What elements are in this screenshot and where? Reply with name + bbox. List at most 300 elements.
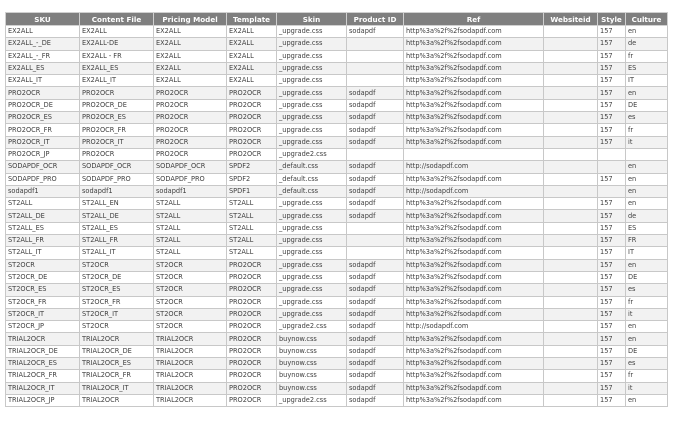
content-file-cell: EX2ALL — [80, 26, 154, 38]
pricing-model-cell: TRIAL2OCR — [154, 382, 227, 394]
culture-cell: en — [626, 26, 668, 38]
template-cell: PRO2OCR — [227, 333, 277, 345]
table-row[interactable] — [6, 75, 668, 87]
table-row[interactable] — [6, 161, 668, 173]
culture-cell: ES — [626, 62, 668, 74]
style-cell: 157 — [598, 308, 626, 320]
column-header-websiteid[interactable]: Websiteid — [544, 13, 598, 26]
sku-cell: ST2OCR_DE — [6, 271, 80, 283]
style-cell: 157 — [598, 247, 626, 259]
culture-cell: es — [626, 284, 668, 296]
skin-cell: _default.css — [277, 161, 347, 173]
product-id-cell: sodapdf — [347, 284, 404, 296]
style-cell: 157 — [598, 382, 626, 394]
skin-cell: _default.css — [277, 185, 347, 197]
style-cell: 157 — [598, 210, 626, 222]
product-id-cell: sodapdf — [347, 321, 404, 333]
websiteid-cell — [544, 333, 598, 345]
skin-cell: _upgrade2.css — [277, 148, 347, 160]
websiteid-cell — [544, 358, 598, 370]
sku-table-container — [5, 12, 667, 407]
content-file-cell: ST2ALL_IT — [80, 247, 154, 259]
content-file-cell: ST2OCR — [80, 321, 154, 333]
style-cell: 157 — [598, 259, 626, 271]
template-cell: EX2ALL — [227, 62, 277, 74]
style-cell: 157 — [598, 112, 626, 124]
style-cell: 157 — [598, 198, 626, 210]
product-id-cell — [347, 247, 404, 259]
column-header-sku[interactable]: SKU — [6, 13, 80, 26]
content-file-cell: EX2ALL_IT — [80, 75, 154, 87]
template-cell: SPDF1 — [227, 185, 277, 197]
culture-cell: fr — [626, 370, 668, 382]
column-header-template[interactable]: Template — [227, 13, 277, 26]
pricing-model-cell: PRO2OCR — [154, 87, 227, 99]
sku-cell: SODAPDF_PRO — [6, 173, 80, 185]
table-row[interactable] — [6, 321, 668, 333]
template-cell: ST2ALL — [227, 235, 277, 247]
table-row[interactable] — [6, 259, 668, 271]
pricing-model-cell: TRIAL2OCR — [154, 370, 227, 382]
product-id-cell: sodapdf — [347, 210, 404, 222]
culture-cell: en — [626, 198, 668, 210]
table-row[interactable] — [6, 26, 668, 38]
table-row[interactable] — [6, 124, 668, 136]
ref-cell: http%3a%2f%2fsodapdf.com — [404, 50, 544, 62]
sku-cell: EX2ALL — [6, 26, 80, 38]
template-cell: PRO2OCR — [227, 148, 277, 160]
ref-cell: http%3a%2f%2fsodapdf.com — [404, 62, 544, 74]
culture-cell: es — [626, 112, 668, 124]
product-id-cell: sodapdf — [347, 124, 404, 136]
sku-cell: ST2OCR_IT — [6, 308, 80, 320]
style-cell: 157 — [598, 333, 626, 345]
product-id-cell — [347, 148, 404, 160]
ref-cell: http://sodapdf.com — [404, 185, 544, 197]
pricing-model-cell: TRIAL2OCR — [154, 358, 227, 370]
pricing-model-cell: sodapdf1 — [154, 185, 227, 197]
pricing-model-cell: SODAPDF_OCR — [154, 161, 227, 173]
table-row[interactable] — [6, 222, 668, 234]
websiteid-cell — [544, 26, 598, 38]
pricing-model-cell: EX2ALL — [154, 62, 227, 74]
ref-cell: http%3a%2f%2fsodapdf.com — [404, 259, 544, 271]
skin-cell: buynow.css — [277, 382, 347, 394]
sku-cell: TRIAL2OCR_JP — [6, 394, 80, 406]
sku-cell: ST2OCR — [6, 259, 80, 271]
sku-cell: ST2ALL_ES — [6, 222, 80, 234]
style-cell: 157 — [598, 284, 626, 296]
template-cell: EX2ALL — [227, 50, 277, 62]
product-id-cell: sodapdf — [347, 112, 404, 124]
product-id-cell: sodapdf — [347, 370, 404, 382]
ref-cell: http%3a%2f%2fsodapdf.com — [404, 370, 544, 382]
sku-cell: TRIAL2OCR_IT — [6, 382, 80, 394]
websiteid-cell — [544, 75, 598, 87]
websiteid-cell — [544, 87, 598, 99]
pricing-model-cell: PRO2OCR — [154, 124, 227, 136]
product-id-cell: sodapdf — [347, 308, 404, 320]
websiteid-cell — [544, 148, 598, 160]
column-header-pricing-model[interactable]: Pricing Model — [154, 13, 227, 26]
table-row[interactable] — [6, 333, 668, 345]
culture-cell: de — [626, 210, 668, 222]
websiteid-cell — [544, 185, 598, 197]
skin-cell: _upgrade2.css — [277, 321, 347, 333]
product-id-cell: sodapdf — [347, 345, 404, 357]
websiteid-cell — [544, 161, 598, 173]
template-cell: EX2ALL — [227, 75, 277, 87]
websiteid-cell — [544, 321, 598, 333]
table-row[interactable] — [6, 99, 668, 111]
table-row[interactable] — [6, 185, 668, 197]
pricing-model-cell: PRO2OCR — [154, 148, 227, 160]
style-cell: 157 — [598, 394, 626, 406]
sku-cell: TRIAL2OCR — [6, 333, 80, 345]
content-file-cell: PRO2OCR_ES — [80, 112, 154, 124]
template-cell: PRO2OCR — [227, 394, 277, 406]
table-row[interactable] — [6, 284, 668, 296]
style-cell: 157 — [598, 271, 626, 283]
content-file-cell: EX2ALL_ES — [80, 62, 154, 74]
culture-cell: fr — [626, 50, 668, 62]
culture-cell: en — [626, 161, 668, 173]
skin-cell: _upgrade.css — [277, 62, 347, 74]
ref-cell: http%3a%2f%2fsodapdf.com — [404, 235, 544, 247]
culture-cell: it — [626, 308, 668, 320]
culture-cell: DE — [626, 271, 668, 283]
content-file-cell: TRIAL2OCR_FR — [80, 370, 154, 382]
websiteid-cell — [544, 222, 598, 234]
websiteid-cell — [544, 62, 598, 74]
product-id-cell: sodapdf — [347, 394, 404, 406]
sku-cell: PRO2OCR_FR — [6, 124, 80, 136]
table-row[interactable] — [6, 235, 668, 247]
culture-cell: it — [626, 136, 668, 148]
pricing-model-cell: ST2OCR — [154, 284, 227, 296]
product-id-cell — [347, 235, 404, 247]
style-cell: 157 — [598, 124, 626, 136]
table-row[interactable] — [6, 148, 668, 160]
table-row[interactable] — [6, 136, 668, 148]
pricing-model-cell: TRIAL2OCR — [154, 345, 227, 357]
ref-cell: http%3a%2f%2fsodapdf.com — [404, 358, 544, 370]
sku-cell: PRO2OCR_DE — [6, 99, 80, 111]
culture-cell: en — [626, 259, 668, 271]
table-row[interactable] — [6, 296, 668, 308]
sku-cell: ST2ALL_FR — [6, 235, 80, 247]
websiteid-cell — [544, 296, 598, 308]
product-id-cell: sodapdf — [347, 99, 404, 111]
pricing-model-cell: EX2ALL — [154, 26, 227, 38]
product-id-cell — [347, 62, 404, 74]
culture-cell: en — [626, 173, 668, 185]
pricing-model-cell: ST2OCR — [154, 296, 227, 308]
table-row[interactable] — [6, 308, 668, 320]
style-cell: 157 — [598, 370, 626, 382]
content-file-cell: TRIAL2OCR_ES — [80, 358, 154, 370]
ref-cell: http%3a%2f%2fsodapdf.com — [404, 136, 544, 148]
skin-cell: _upgrade.css — [277, 271, 347, 283]
table-row[interactable] — [6, 210, 668, 222]
skin-cell: _upgrade.css — [277, 38, 347, 50]
content-file-cell: PRO2OCR_IT — [80, 136, 154, 148]
product-id-cell: sodapdf — [347, 333, 404, 345]
culture-cell: en — [626, 333, 668, 345]
websiteid-cell — [544, 112, 598, 124]
sku-cell: SODAPDF_OCR — [6, 161, 80, 173]
table-header-row — [6, 13, 668, 26]
style-cell: 157 — [598, 50, 626, 62]
sku-cell: ST2OCR_JP — [6, 321, 80, 333]
table-row[interactable] — [6, 62, 668, 74]
skin-cell: _upgrade.css — [277, 198, 347, 210]
websiteid-cell — [544, 210, 598, 222]
sku-cell: PRO2OCR — [6, 87, 80, 99]
table-row[interactable] — [6, 247, 668, 259]
content-file-cell: TRIAL2OCR_IT — [80, 382, 154, 394]
websiteid-cell — [544, 198, 598, 210]
content-file-cell: ST2ALL_FR — [80, 235, 154, 247]
product-id-cell: sodapdf — [347, 173, 404, 185]
ref-cell: http%3a%2f%2fsodapdf.com — [404, 345, 544, 357]
style-cell: 157 — [598, 173, 626, 185]
sku-cell: TRIAL2OCR_FR — [6, 370, 80, 382]
websiteid-cell — [544, 124, 598, 136]
ref-cell: http%3a%2f%2fsodapdf.com — [404, 333, 544, 345]
pricing-model-cell: EX2ALL — [154, 50, 227, 62]
style-cell: 157 — [598, 321, 626, 333]
sku-cell: TRIAL2OCR_DE — [6, 345, 80, 357]
culture-cell: DE — [626, 99, 668, 111]
skin-cell: buynow.css — [277, 358, 347, 370]
sku-cell: PRO2OCR_ES — [6, 112, 80, 124]
websiteid-cell — [544, 173, 598, 185]
content-file-cell: ST2OCR — [80, 259, 154, 271]
content-file-cell: TRIAL2OCR_DE — [80, 345, 154, 357]
pricing-model-cell: TRIAL2OCR — [154, 333, 227, 345]
sku-cell: EX2ALL_IT — [6, 75, 80, 87]
sku-cell: EX2ALL_ES — [6, 62, 80, 74]
ref-cell: http%3a%2f%2fsodapdf.com — [404, 271, 544, 283]
content-file-cell: TRIAL2OCR — [80, 394, 154, 406]
sku-cell: ST2ALL_IT — [6, 247, 80, 259]
pricing-model-cell: ST2ALL — [154, 235, 227, 247]
pricing-model-cell: ST2ALL — [154, 210, 227, 222]
style-cell: 157 — [598, 345, 626, 357]
skin-cell: _upgrade.css — [277, 75, 347, 87]
column-header-culture[interactable]: Culture — [626, 13, 668, 26]
sku-cell: ST2ALL_DE — [6, 210, 80, 222]
pricing-model-cell: PRO2OCR — [154, 136, 227, 148]
table-row[interactable] — [6, 198, 668, 210]
style-cell: 157 — [598, 222, 626, 234]
table-row[interactable] — [6, 173, 668, 185]
skin-cell: _upgrade.css — [277, 247, 347, 259]
ref-cell: http%3a%2f%2fsodapdf.com — [404, 308, 544, 320]
ref-cell: http%3a%2f%2fsodapdf.com — [404, 124, 544, 136]
content-file-cell: ST2ALL_DE — [80, 210, 154, 222]
websiteid-cell — [544, 345, 598, 357]
table-row[interactable] — [6, 38, 668, 50]
ref-cell: http://sodapdf.com — [404, 161, 544, 173]
sku-cell: TRIAL2OCR_ES — [6, 358, 80, 370]
style-cell: 157 — [598, 38, 626, 50]
sku-cell: ST2OCR_FR — [6, 296, 80, 308]
skin-cell: _upgrade.css — [277, 99, 347, 111]
pricing-model-cell: ST2OCR — [154, 271, 227, 283]
table-row[interactable] — [6, 271, 668, 283]
content-file-cell: ST2OCR_DE — [80, 271, 154, 283]
ref-cell: http%3a%2f%2fsodapdf.com — [404, 296, 544, 308]
websiteid-cell — [544, 271, 598, 283]
product-id-cell: sodapdf — [347, 136, 404, 148]
skin-cell: _upgrade.css — [277, 235, 347, 247]
template-cell: ST2ALL — [227, 222, 277, 234]
content-file-cell: sodapdf1 — [80, 185, 154, 197]
websiteid-cell — [544, 247, 598, 259]
column-header-content-file[interactable]: Content File — [80, 13, 154, 26]
pricing-model-cell: ST2ALL — [154, 198, 227, 210]
culture-cell: DE — [626, 345, 668, 357]
template-cell: PRO2OCR — [227, 345, 277, 357]
column-header-product-id[interactable]: Product ID — [347, 13, 404, 26]
style-cell: 157 — [598, 62, 626, 74]
style-cell — [598, 161, 626, 173]
websiteid-cell — [544, 235, 598, 247]
ref-cell: http%3a%2f%2fsodapdf.com — [404, 247, 544, 259]
content-file-cell: SODAPDF_PRO — [80, 173, 154, 185]
template-cell: ST2ALL — [227, 210, 277, 222]
product-id-cell — [347, 38, 404, 50]
pricing-model-cell: ST2OCR — [154, 321, 227, 333]
culture-cell: en — [626, 394, 668, 406]
style-cell — [598, 148, 626, 160]
template-cell: PRO2OCR — [227, 87, 277, 99]
sku-cell: ST2ALL — [6, 198, 80, 210]
template-cell: PRO2OCR — [227, 99, 277, 111]
template-cell: PRO2OCR — [227, 370, 277, 382]
table-row[interactable] — [6, 112, 668, 124]
pricing-model-cell: PRO2OCR — [154, 99, 227, 111]
culture-cell: ES — [626, 222, 668, 234]
style-cell: 157 — [598, 235, 626, 247]
websiteid-cell — [544, 259, 598, 271]
style-cell: 157 — [598, 136, 626, 148]
style-cell: 157 — [598, 358, 626, 370]
template-cell: PRO2OCR — [227, 296, 277, 308]
culture-cell: IT — [626, 247, 668, 259]
culture-cell: FR — [626, 235, 668, 247]
websiteid-cell — [544, 382, 598, 394]
style-cell — [598, 185, 626, 197]
template-cell: EX2ALL — [227, 26, 277, 38]
sku-cell: PRO2OCR_IT — [6, 136, 80, 148]
websiteid-cell — [544, 99, 598, 111]
culture-cell: en — [626, 185, 668, 197]
product-id-cell — [347, 50, 404, 62]
template-cell: PRO2OCR — [227, 321, 277, 333]
template-cell: ST2ALL — [227, 198, 277, 210]
sku-cell: EX2ALL_-_DE — [6, 38, 80, 50]
content-file-cell: PRO2OCR_FR — [80, 124, 154, 136]
culture-cell: en — [626, 87, 668, 99]
product-id-cell: sodapdf — [347, 296, 404, 308]
pricing-model-cell: ST2ALL — [154, 247, 227, 259]
product-id-cell: sodapdf — [347, 26, 404, 38]
websiteid-cell — [544, 38, 598, 50]
pricing-model-cell: ST2OCR — [154, 259, 227, 271]
table-row[interactable] — [6, 87, 668, 99]
column-header-ref[interactable]: Ref — [404, 13, 544, 26]
sku-cell: ST2OCR_ES — [6, 284, 80, 296]
style-cell: 157 — [598, 87, 626, 99]
table-row[interactable] — [6, 394, 668, 406]
skin-cell: buynow.css — [277, 370, 347, 382]
column-header-skin[interactable]: Skin — [277, 13, 347, 26]
ref-cell: http://sodapdf.com — [404, 321, 544, 333]
template-cell: PRO2OCR — [227, 358, 277, 370]
websiteid-cell — [544, 370, 598, 382]
template-cell: PRO2OCR — [227, 308, 277, 320]
skin-cell: _upgrade.css — [277, 50, 347, 62]
skin-cell: _upgrade2.css — [277, 394, 347, 406]
table-row[interactable] — [6, 382, 668, 394]
product-id-cell: sodapdf — [347, 358, 404, 370]
template-cell: PRO2OCR — [227, 284, 277, 296]
websiteid-cell — [544, 308, 598, 320]
style-cell: 157 — [598, 296, 626, 308]
style-cell: 157 — [598, 26, 626, 38]
skin-cell: _upgrade.css — [277, 259, 347, 271]
table-row[interactable] — [6, 345, 668, 357]
content-file-cell: ST2OCR_ES — [80, 284, 154, 296]
websiteid-cell — [544, 50, 598, 62]
product-id-cell: sodapdf — [347, 87, 404, 99]
template-cell: SPDF2 — [227, 161, 277, 173]
table-row[interactable] — [6, 358, 668, 370]
pricing-model-cell: EX2ALL — [154, 38, 227, 50]
product-id-cell: sodapdf — [347, 382, 404, 394]
skin-cell: _default.css — [277, 173, 347, 185]
culture-cell: es — [626, 358, 668, 370]
style-cell: 157 — [598, 75, 626, 87]
websiteid-cell — [544, 394, 598, 406]
ref-cell: http%3a%2f%2fsodapdf.com — [404, 382, 544, 394]
skin-cell: _upgrade.css — [277, 112, 347, 124]
websiteid-cell — [544, 136, 598, 148]
skin-cell: buynow.css — [277, 345, 347, 357]
pricing-model-cell: TRIAL2OCR — [154, 394, 227, 406]
culture-cell: de — [626, 38, 668, 50]
ref-cell: http%3a%2f%2fsodapdf.com — [404, 38, 544, 50]
skin-cell: _upgrade.css — [277, 87, 347, 99]
column-header-style[interactable]: Style — [598, 13, 626, 26]
skin-cell: _upgrade.css — [277, 210, 347, 222]
product-id-cell: sodapdf — [347, 259, 404, 271]
pricing-model-cell: PRO2OCR — [154, 112, 227, 124]
table-row[interactable] — [6, 370, 668, 382]
culture-cell: fr — [626, 296, 668, 308]
ref-cell: http%3a%2f%2fsodapdf.com — [404, 394, 544, 406]
table-row[interactable] — [6, 50, 668, 62]
content-file-cell: ST2OCR_IT — [80, 308, 154, 320]
template-cell: PRO2OCR — [227, 259, 277, 271]
content-file-cell: TRIAL2OCR — [80, 333, 154, 345]
product-id-cell — [347, 75, 404, 87]
content-file-cell: ST2OCR_FR — [80, 296, 154, 308]
template-cell: EX2ALL — [227, 38, 277, 50]
